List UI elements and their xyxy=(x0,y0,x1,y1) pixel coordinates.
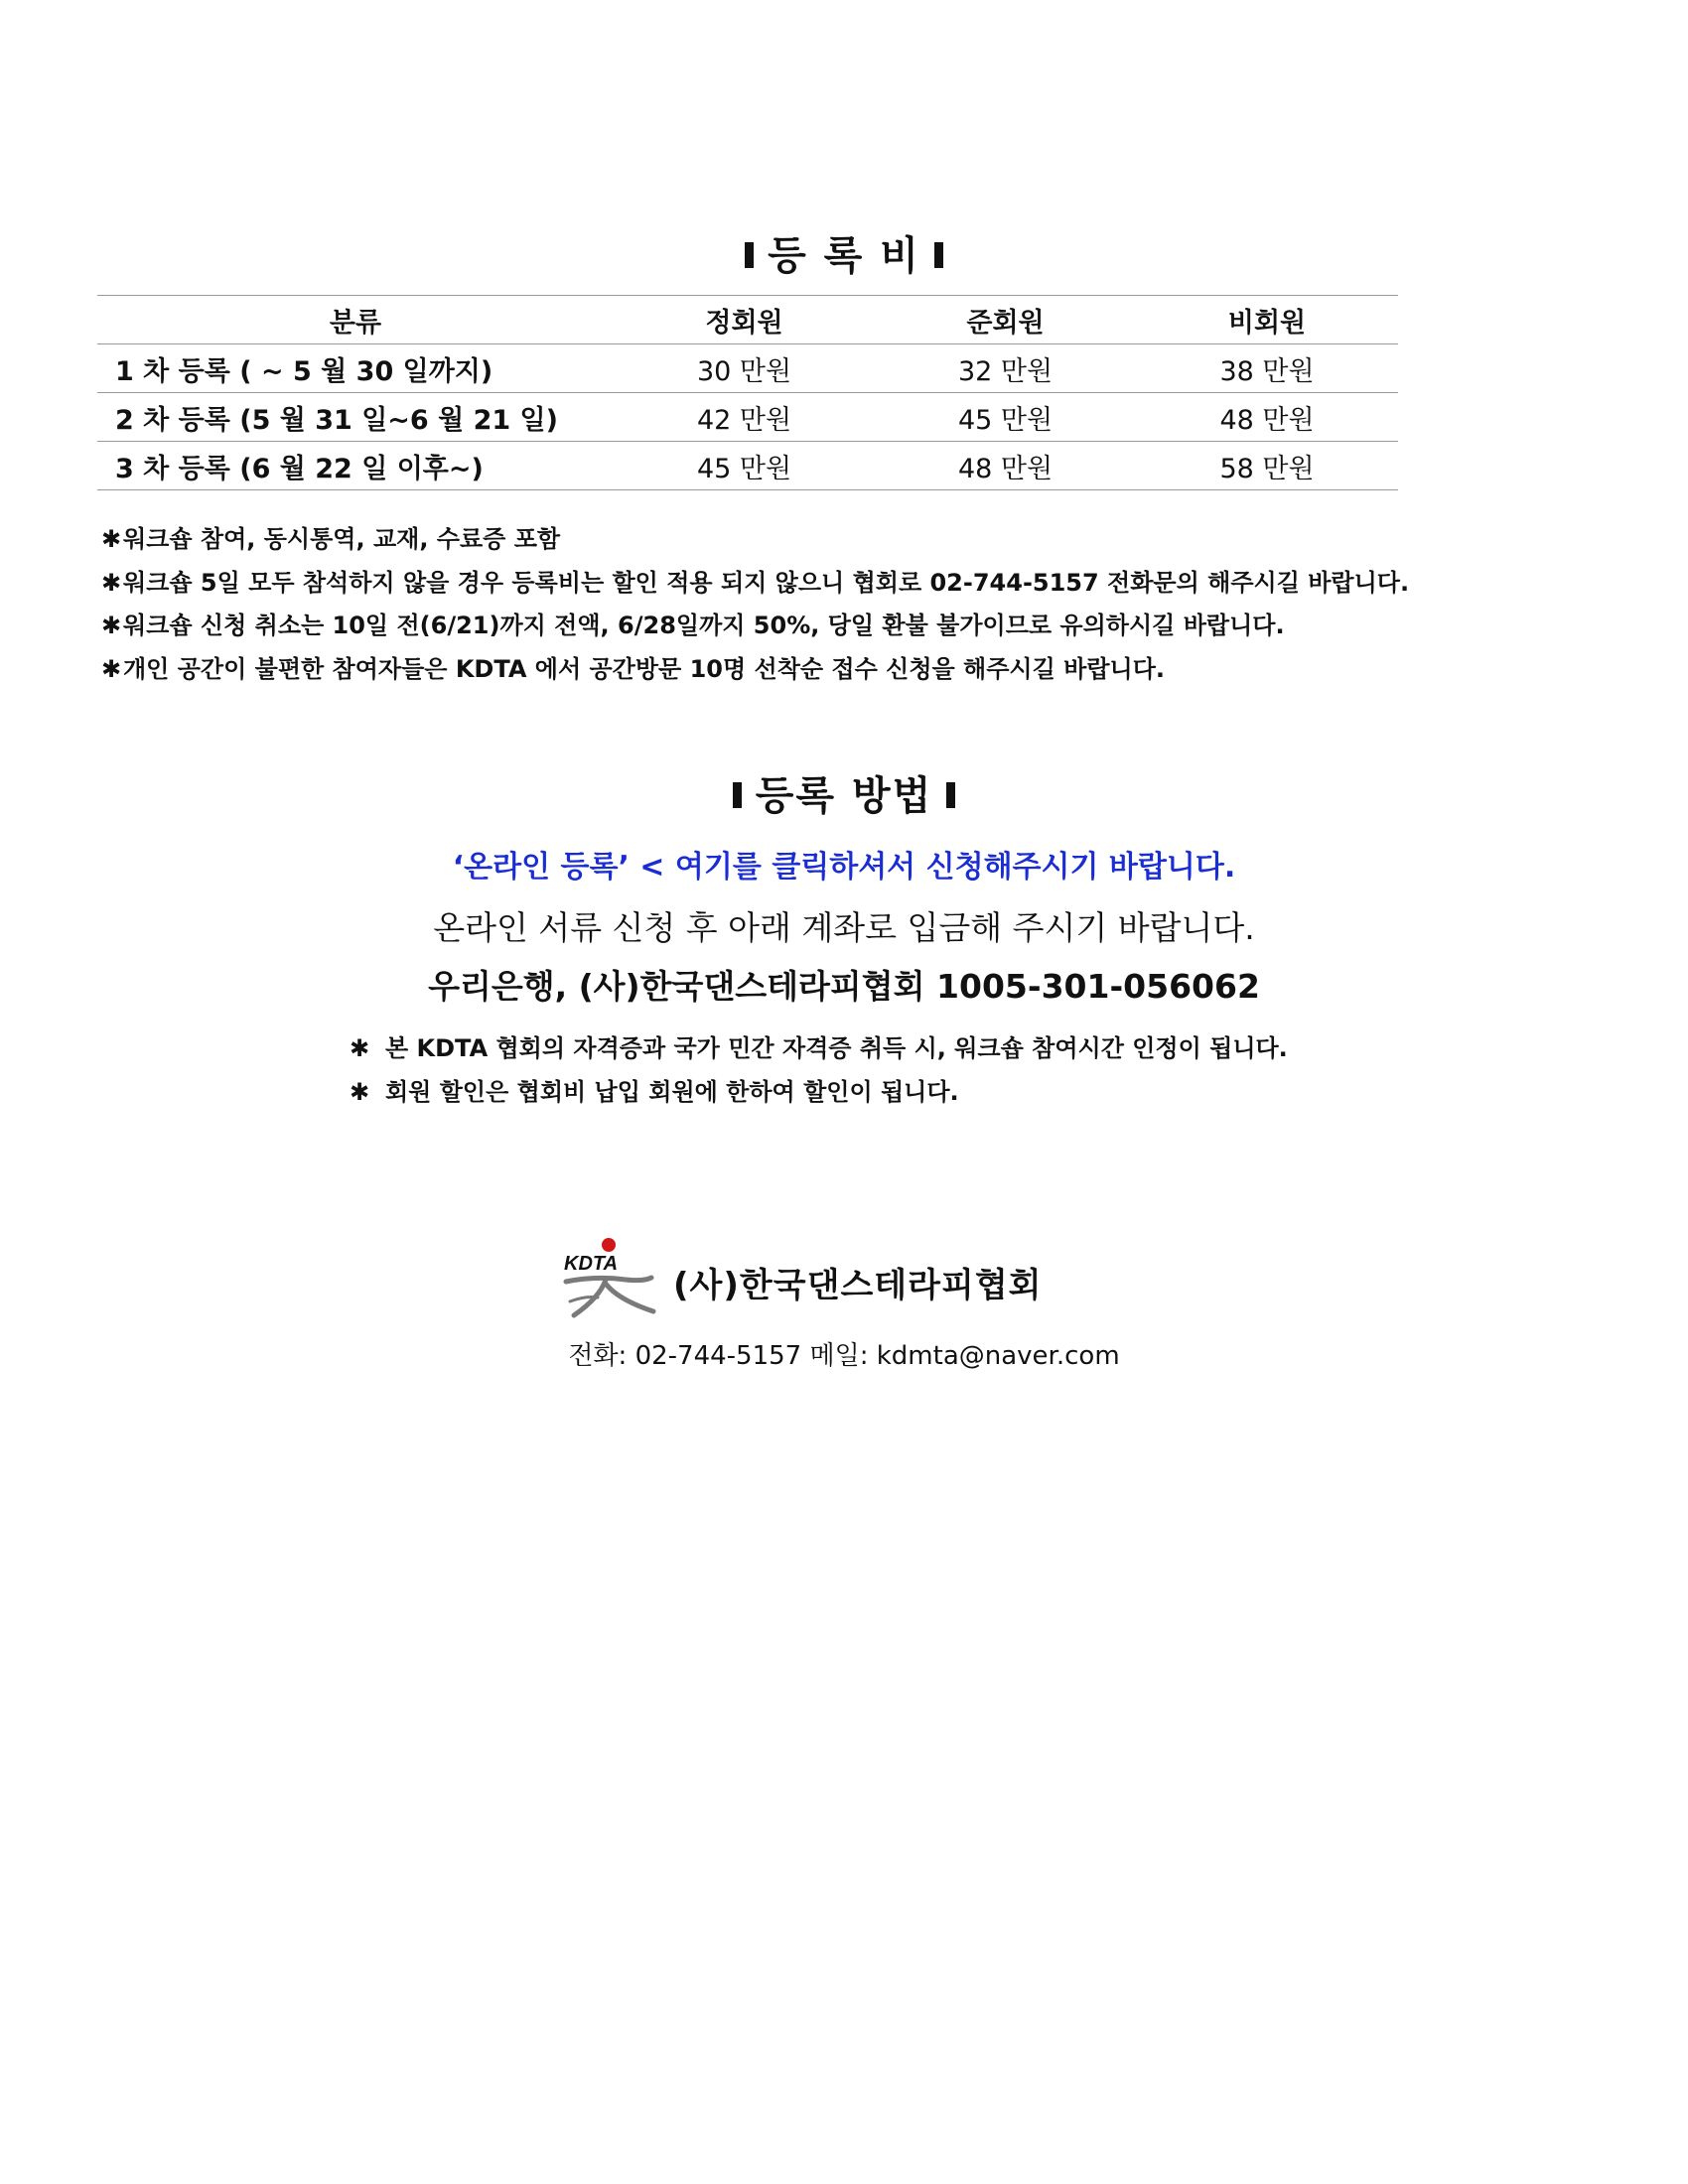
heading-bar-left xyxy=(733,782,742,808)
header-associate: 준회원 xyxy=(875,296,1136,344)
price-regular: 42 만원 xyxy=(614,393,875,442)
price-non-member: 58 만원 xyxy=(1136,442,1398,490)
fee-table-header-row xyxy=(97,296,1398,344)
method-section-title: 등록 방법 xyxy=(755,773,933,819)
bank-account: 우리은행, (사)한국댄스테라피협회 1005-301-056062 xyxy=(428,967,1260,1006)
note-text: 회원 할인은 협회비 납입 회원에 한하여 할인이 됩니다. xyxy=(385,1078,959,1106)
list-item xyxy=(350,1070,1288,1114)
list-item xyxy=(101,648,1409,692)
price-associate: 48 만원 xyxy=(875,442,1136,490)
heading-bar-right xyxy=(946,782,955,808)
price-regular: 30 만원 xyxy=(614,344,875,393)
asterisk-icon: ✱ xyxy=(350,1034,370,1062)
logo-letters: KDTA xyxy=(564,1253,619,1275)
list-item xyxy=(101,605,1409,648)
row-category: 1 차 등록 ( ~ 5 월 30 일까지) xyxy=(97,344,614,393)
asterisk-icon: ✱ xyxy=(101,654,122,683)
fee-notes-list xyxy=(101,518,1409,691)
online-registration-link[interactable]: ‘온라인 등록’ < 여기를 클릭하셔서 신청해주시기 바랍니다. xyxy=(452,850,1236,885)
contact-info: 전화: 02-744-5157 메일: kdmta@naver.com xyxy=(568,1341,1120,1371)
asterisk-icon: ✱ xyxy=(101,525,122,553)
fee-section-heading xyxy=(0,224,1688,281)
payment-instruction: 온라인 서류 신청 후 아래 계좌로 입금해 주시기 바랍니다. xyxy=(433,908,1255,947)
heading-bar-right xyxy=(934,242,943,268)
price-associate: 32 만원 xyxy=(875,344,1136,393)
row-category: 3 차 등록 (6 월 22 일 이후~) xyxy=(97,442,614,490)
asterisk-icon: ✱ xyxy=(101,612,122,639)
heading-bar-left xyxy=(745,242,754,268)
list-item xyxy=(350,1026,1288,1070)
note-text: 개인 공간이 불편한 참여자들은 KDTA 에서 공간방문 10명 선착순 접수 신청을 해주시길 바랍니다. xyxy=(123,654,1166,683)
price-associate: 45 만원 xyxy=(875,393,1136,442)
row-category: 2 차 등록 (5 월 31 일~6 월 21 일) xyxy=(97,393,614,442)
fee-table xyxy=(97,295,1398,490)
method-notes-list xyxy=(350,1026,1288,1114)
fee-section-title: 등 록 비 xyxy=(768,233,920,279)
header-regular: 정회원 xyxy=(614,296,875,344)
table-row xyxy=(97,393,1398,442)
asterisk-icon: ✱ xyxy=(350,1078,370,1106)
list-item xyxy=(101,518,1409,562)
price-non-member: 38 만원 xyxy=(1136,344,1398,393)
asterisk-icon: ✱ xyxy=(101,568,122,597)
price-non-member: 48 만원 xyxy=(1136,393,1398,442)
note-text: 워크숍 참여, 동시통역, 교재, 수료증 포함 xyxy=(123,525,561,553)
method-section-heading xyxy=(0,764,1688,821)
note-text: 본 KDTA 협회의 자격증과 국가 민간 자격증 취득 시, 워크숍 참여시간 인정이 됩니다. xyxy=(385,1034,1288,1062)
note-text: 워크숍 신청 취소는 10일 전(6/21)까지 전액, 6/28일까지 50%, 당일 환불 불가이므로 유의하시길 바랍니다. xyxy=(123,612,1285,639)
list-item xyxy=(101,562,1409,606)
table-row xyxy=(97,442,1398,490)
kdta-logo-icon xyxy=(556,1236,665,1325)
table-row xyxy=(97,344,1398,393)
organization-name: (사)한국댄스테라피협회 xyxy=(673,1266,1043,1305)
price-regular: 45 만원 xyxy=(614,442,875,490)
header-non-member: 비회원 xyxy=(1136,296,1398,344)
organization-logo-block xyxy=(556,1236,1152,1325)
header-category: 분류 xyxy=(97,296,614,344)
note-text: 워크숍 5일 모두 참석하지 않을 경우 등록비는 할인 적용 되지 않으니 협회로 02-744-5157 전화문의 해주시길 바랍니다. xyxy=(123,568,1410,597)
